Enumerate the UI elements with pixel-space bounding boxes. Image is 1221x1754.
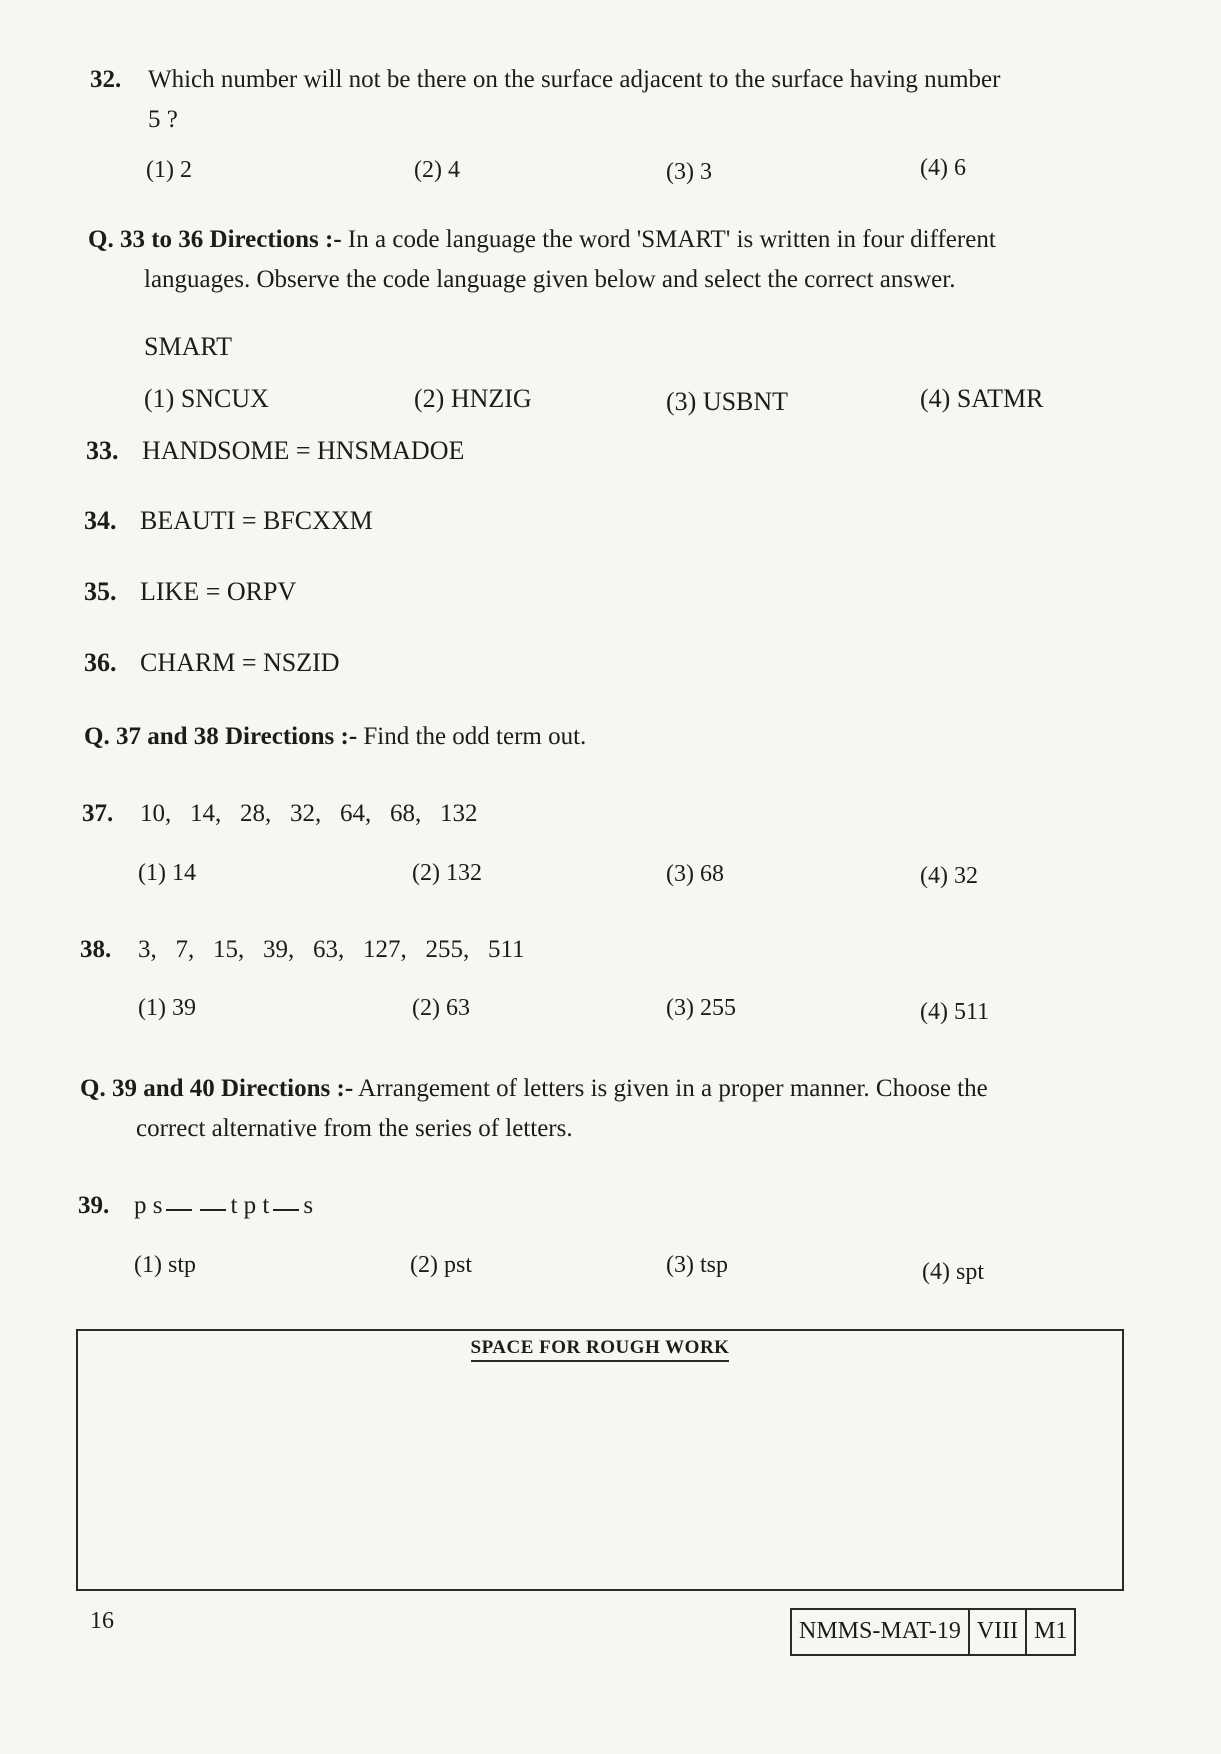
question-number: 38. xyxy=(80,936,112,963)
blank xyxy=(166,1209,192,1211)
exam-code: NMMS-MAT-19 xyxy=(792,1610,970,1654)
directions-33-36-line2: languages. Observe the code language given below and select the correct answer. xyxy=(144,266,956,293)
q32-option-2: (2) 4 xyxy=(414,157,460,183)
directions-text: Arrangement of letters is given in a proper manner. Choose the xyxy=(358,1075,988,1102)
series-part-3: s xyxy=(303,1192,314,1219)
blank xyxy=(273,1209,299,1211)
rough-work-title xyxy=(78,1337,1122,1359)
question-32 xyxy=(90,66,1000,94)
q32-option-1: (1) 2 xyxy=(146,157,192,183)
exam-code-box xyxy=(790,1608,1076,1656)
code-option-1: (1) SNCUX xyxy=(144,384,269,413)
code-option-2: (2) HNZIG xyxy=(414,384,532,413)
directions-label: Q. 33 to 36 Directions :- xyxy=(88,226,342,253)
rough-work-title-text: SPACE FOR ROUGH WORK xyxy=(471,1337,730,1362)
blank xyxy=(200,1209,226,1211)
q37-option-3: (3) 68 xyxy=(666,861,724,887)
q39-option-3: (3) tsp xyxy=(666,1252,728,1278)
q32-option-3: (3) 3 xyxy=(666,159,712,185)
question-38 xyxy=(80,936,525,964)
question-text: HANDSOME = HNSMADOE xyxy=(142,436,465,465)
q38-option-4: (4) 511 xyxy=(920,999,990,1025)
series-part-2: t p t xyxy=(230,1192,270,1219)
question-text: CHARM = NSZID xyxy=(140,648,340,677)
question-number: 39. xyxy=(78,1192,110,1219)
code-option-4: (4) SATMR xyxy=(920,384,1044,413)
question-34 xyxy=(84,506,373,536)
exam-class: VIII xyxy=(970,1610,1027,1654)
code-word: SMART xyxy=(144,332,233,361)
question-number: 33. xyxy=(86,436,119,465)
question-text: 10, 14, 28, 32, 64, 68, 132 xyxy=(140,800,478,827)
series-part-1: p s xyxy=(134,1192,163,1219)
q37-option-1: (1) 14 xyxy=(138,860,196,886)
question-32-line2: 5 ? xyxy=(148,106,178,133)
directions-39-40-line2: correct alternative from the series of letters. xyxy=(136,1115,573,1142)
question-35 xyxy=(84,577,296,607)
question-number: 35. xyxy=(84,577,117,606)
q37-option-2: (2) 132 xyxy=(412,860,482,886)
q32-option-4: (4) 6 xyxy=(920,155,966,181)
question-number: 32. xyxy=(90,66,122,93)
q39-option-1: (1) stp xyxy=(134,1252,196,1278)
question-36 xyxy=(84,648,340,678)
q38-option-1: (1) 39 xyxy=(138,995,196,1021)
exam-medium: M1 xyxy=(1034,1618,1068,1644)
code-option-3: (3) USBNT xyxy=(666,387,789,416)
question-33 xyxy=(86,436,464,466)
question-text: 3, 7, 15, 39, 63, 127, 255, 511 xyxy=(138,936,525,963)
q39-option-4: (4) spt xyxy=(922,1259,984,1285)
question-text: LIKE = ORPV xyxy=(140,577,297,606)
q37-option-4: (4) 32 xyxy=(920,863,978,889)
question-39 xyxy=(78,1192,313,1220)
directions-39-40 xyxy=(80,1069,988,1109)
directions-text: Find the odd term out. xyxy=(363,723,587,750)
question-number: 36. xyxy=(84,648,117,677)
page-number: 16 xyxy=(90,1608,114,1634)
q38-option-3: (3) 255 xyxy=(666,995,736,1021)
directions-label: Q. 39 and 40 Directions :- xyxy=(80,1075,354,1102)
question-37 xyxy=(82,800,478,828)
directions-label: Q. 37 and 38 Directions :- xyxy=(84,723,358,750)
question-text: Which number will not be there on the surface adjacent to the surface having number xyxy=(148,66,1001,93)
q38-option-2: (2) 63 xyxy=(412,995,470,1021)
rough-work-box xyxy=(76,1329,1124,1591)
q39-option-2: (2) pst xyxy=(410,1252,472,1278)
question-number: 37. xyxy=(82,800,114,827)
directions-33-36 xyxy=(88,220,996,260)
question-number: 34. xyxy=(84,506,117,535)
directions-text: In a code language the word 'SMART' is written in four different xyxy=(347,226,996,253)
directions-37-38 xyxy=(84,717,586,757)
question-text: BEAUTI = BFCXXM xyxy=(140,506,373,535)
